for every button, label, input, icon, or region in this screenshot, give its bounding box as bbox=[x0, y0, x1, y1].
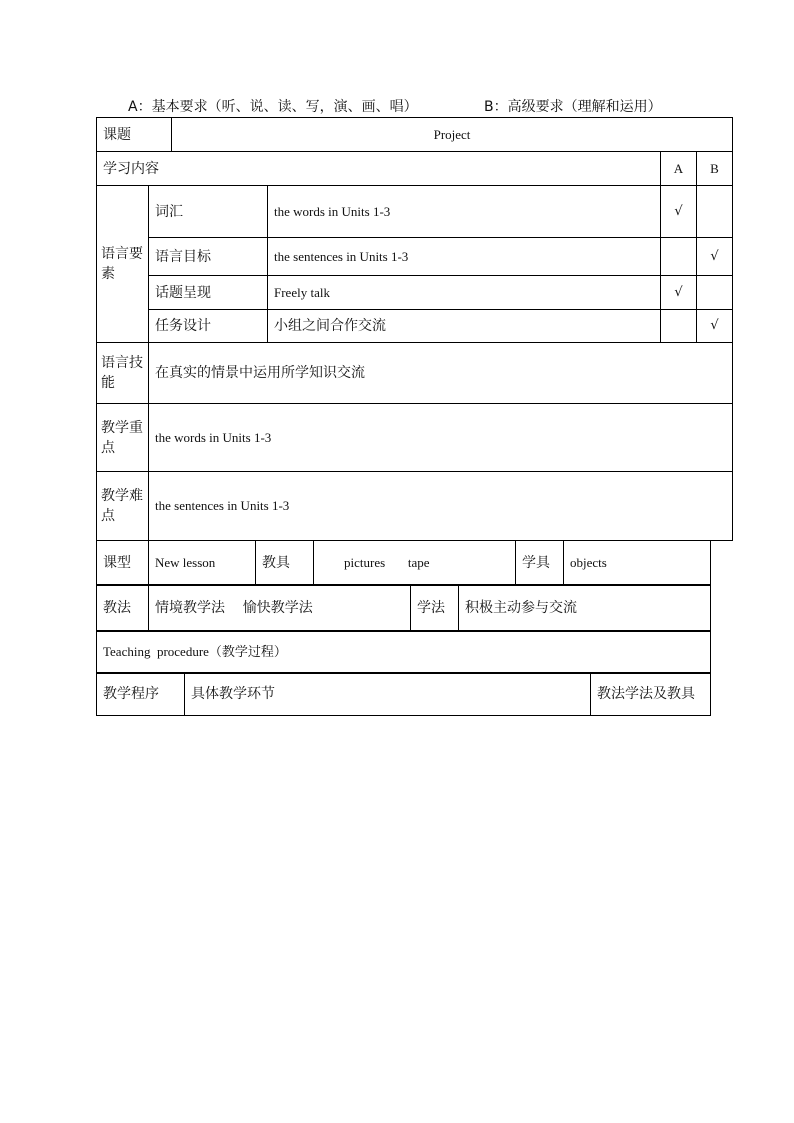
key-points-value: the words in Units 1-3 bbox=[149, 404, 733, 472]
task-design-check-a bbox=[661, 310, 697, 343]
content-row bbox=[97, 152, 733, 186]
language-elements-label: 语言要素 bbox=[97, 186, 149, 343]
topic-presentation-check-b bbox=[697, 276, 733, 310]
method-row bbox=[97, 585, 711, 632]
key-points-label: 教学重点 bbox=[97, 404, 149, 472]
vocabulary-label: 词汇 bbox=[149, 186, 268, 238]
procedure-title: Teaching procedure（教学过程） bbox=[97, 631, 711, 674]
skills-label: 语言技能 bbox=[97, 343, 149, 404]
lesson-type-label: 课型 bbox=[97, 541, 149, 586]
advanced-requirement-legend: B：高级要求（理解和运用） bbox=[484, 99, 662, 115]
content-label: 学习内容 bbox=[97, 152, 661, 186]
level-a-header: A bbox=[661, 152, 697, 186]
task-design-row bbox=[97, 310, 733, 343]
method-table bbox=[96, 584, 711, 632]
skills-value: 在真实的情景中运用所学知识交流 bbox=[149, 343, 733, 404]
topic-presentation-label: 话题呈现 bbox=[149, 276, 268, 310]
level-b-header: B bbox=[697, 152, 733, 186]
vocabulary-row bbox=[97, 186, 733, 238]
topic-label: 课题 bbox=[97, 118, 172, 152]
language-goal-label: 语言目标 bbox=[149, 238, 268, 276]
vocabulary-check-a: √ bbox=[661, 186, 697, 238]
learning-tools-label: 学具 bbox=[516, 541, 564, 586]
learning-tools-value: objects bbox=[564, 541, 711, 586]
procedure-header-row bbox=[97, 673, 711, 716]
study-method-value: 积极主动参与交流 bbox=[459, 585, 711, 632]
basic-requirement-legend: A：基本要求（听、说、读、写，演、画、唱） bbox=[128, 99, 418, 115]
lesson-type-row bbox=[97, 541, 711, 586]
language-goal-check-a bbox=[661, 238, 697, 276]
task-design-value: 小组之间合作交流 bbox=[268, 310, 661, 343]
procedure-title-row bbox=[97, 631, 711, 674]
language-goal-row bbox=[97, 238, 733, 276]
teaching-aids-value: pictures tape bbox=[314, 541, 516, 586]
procedure-detail-header: 具体教学环节 bbox=[185, 673, 591, 716]
teaching-method-value: 情境教学法 愉快教学法 bbox=[149, 585, 411, 632]
task-design-check-b: √ bbox=[697, 310, 733, 343]
skills-row bbox=[97, 343, 733, 404]
vocabulary-value: the words in Units 1-3 bbox=[268, 186, 661, 238]
difficulties-row bbox=[97, 472, 733, 541]
topic-value: Project bbox=[172, 118, 733, 152]
procedure-method-header: 教法学法及教具 bbox=[591, 673, 711, 716]
teaching-method-label: 教法 bbox=[97, 585, 149, 632]
topic-presentation-value: Freely talk bbox=[268, 276, 661, 310]
topic-presentation-row bbox=[97, 276, 733, 310]
study-method-label: 学法 bbox=[411, 585, 459, 632]
task-design-label: 任务设计 bbox=[149, 310, 268, 343]
language-goal-check-b: √ bbox=[697, 238, 733, 276]
vocabulary-check-b bbox=[697, 186, 733, 238]
difficulties-value: the sentences in Units 1-3 bbox=[149, 472, 733, 541]
difficulties-label: 教学难点 bbox=[97, 472, 149, 541]
lesson-plan-table bbox=[96, 117, 733, 541]
teaching-aids-label: 教具 bbox=[256, 541, 314, 586]
key-points-row bbox=[97, 404, 733, 472]
topic-row bbox=[97, 118, 733, 152]
procedure-title-table bbox=[96, 630, 711, 674]
topic-presentation-check-a: √ bbox=[661, 276, 697, 310]
procedure-header-table bbox=[96, 672, 711, 716]
lesson-type-table bbox=[96, 540, 711, 586]
lesson-type-value: New lesson bbox=[149, 541, 256, 586]
procedure-step-header: 教学程序 bbox=[97, 673, 185, 716]
language-goal-value: the sentences in Units 1-3 bbox=[268, 238, 661, 276]
